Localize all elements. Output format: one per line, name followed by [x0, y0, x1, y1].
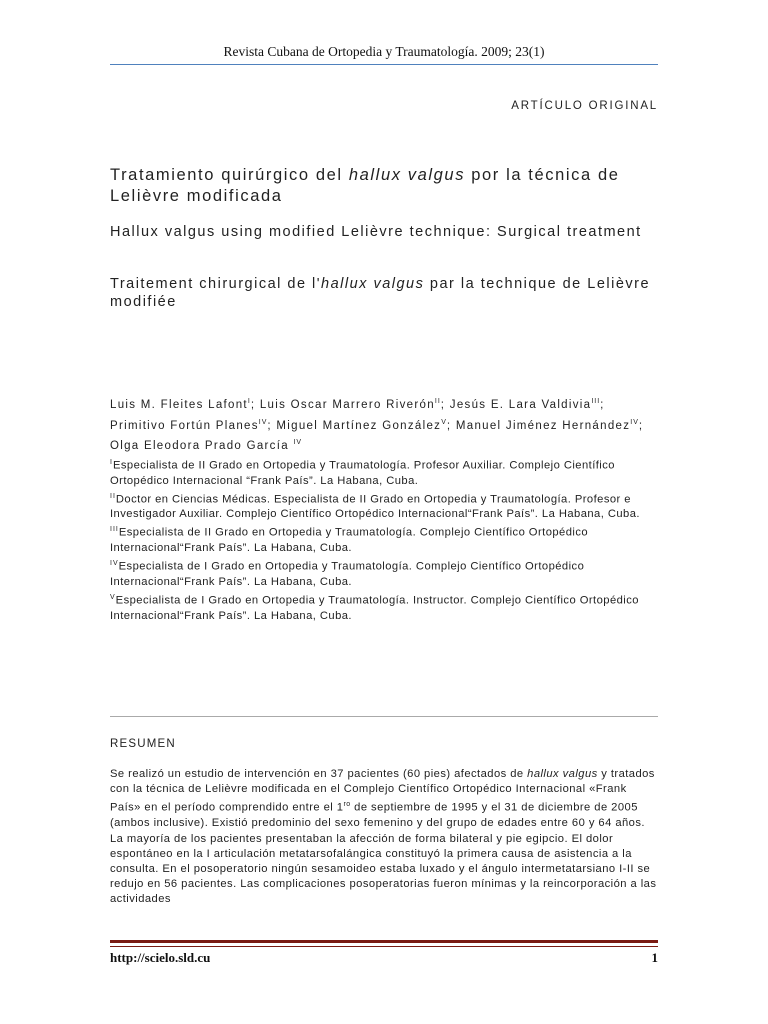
author: Luis M. Fleites Lafont$^I$; — [110, 398, 260, 411]
title-french-italic: hallux valgus — [321, 276, 425, 292]
header-divider — [110, 64, 658, 65]
affiliation-item: $^V$Especialista de I Grado en Ortopedia y Traumatología. Instructor. Complejo Científico Ortopédico Internacional“Frank País”. La Habana, Cuba. — [110, 593, 639, 622]
journal-header: Revista Cubana de Ortopedia y Traumatología. 2009; 23(1) — [223, 44, 545, 59]
affiliation-item: $^{III}$Especialista de II Grado en Ortopedia y Traumatología. Complejo Científico Ortopédico Internacional“Frank País”. La Habana, Cuba. — [110, 526, 589, 555]
article-type: ARTÍCULO ORIGINAL — [511, 100, 658, 112]
footer-url-link[interactable]: http://scielo.sld.cu — [110, 950, 211, 965]
title-english: Hallux valgus using modified Lelièvre technique: Surgical treatment — [110, 224, 642, 240]
page-number: 1 — [651, 950, 658, 965]
affiliation-item: $^{II}$Doctor en Ciencias Médicas. Especialista de II Grado en Ortopedia y Traumatología. Profesor e Investigador Auxiliar. Complejo Científico Ortopédico Internacional“Frank País”. La Habana, Cuba. — [110, 492, 640, 521]
section-divider — [110, 716, 658, 717]
affiliation-list — [110, 455, 658, 624]
author: Olga Eleodora Prado García $^{IV}$ — [110, 439, 303, 453]
abstract-body: Se realizó un estudio de intervención en 37 pacientes (60 pies) afectados de hallux valgus y tratados con la técnica de Lelièvre modificada en el Complejo Científico Ortopédico Internacional «Frank País» en el período comprendido entre el $1^{ro}$ de septiembre de 1995 y el 31 de diciembre de 2005 (ambos inclusive). Existió predominio del sexo femenino y del grupo de edades entre 60 y 64 años. La mayoría de los pacientes presentaban la afección de forma bilateral y pie egipcio. El dolor espontáneo en la I articulación metatarsofalángica constituyó la primera causa de asistencia a la consulta. En el posoperatorio ningún sesamoideo estaba luxado y el ángulo intermetatarsiano I-II se redujo en 56 pacientes. Las complicaciones posoperatorias fueron mínimas y la reincorporación a las actividades — [110, 768, 657, 906]
footer-divider-thick — [110, 940, 658, 943]
author: Luis Oscar Marrero Riverón$^{II}$; — [259, 398, 450, 411]
abstract-heading: RESUMEN — [110, 738, 176, 750]
footer-divider-thin — [110, 946, 658, 947]
affiliation-item: $^{IV}$Especialista de I Grado en Ortopedia y Traumatología. Complejo Científico Ortopédico Internacional“Frank País”. La Habana, Cuba. — [110, 560, 585, 588]
title-french: Traitement chirurgical de l'hallux valgus par la technique de Lelièvre modifiée — [110, 276, 651, 310]
title-spanish-italic: hallux valgus — [348, 166, 466, 184]
affiliation-item: $^I$Especialista de II Grado en Ortopedia y Traumatología. Profesor Auxiliar. Complejo Científico Ortopédico Internacional “Frank País”. La Habana, Cuba. — [110, 459, 615, 487]
author: Manuel Jiménez Hernández$^{IV}$; — [455, 418, 644, 432]
author-list — [110, 393, 658, 455]
author: Primitivo Fortún Planes$^{IV}$; — [110, 418, 277, 432]
title-spanish: Tratamiento quirúrgico del hallux valgus por la técnica de Lelièvre modificada — [110, 166, 620, 205]
author: Miguel Martínez González$^V$; — [276, 418, 456, 432]
author: Jesús E. Lara Valdivia$^{III}$; — [449, 398, 605, 411]
